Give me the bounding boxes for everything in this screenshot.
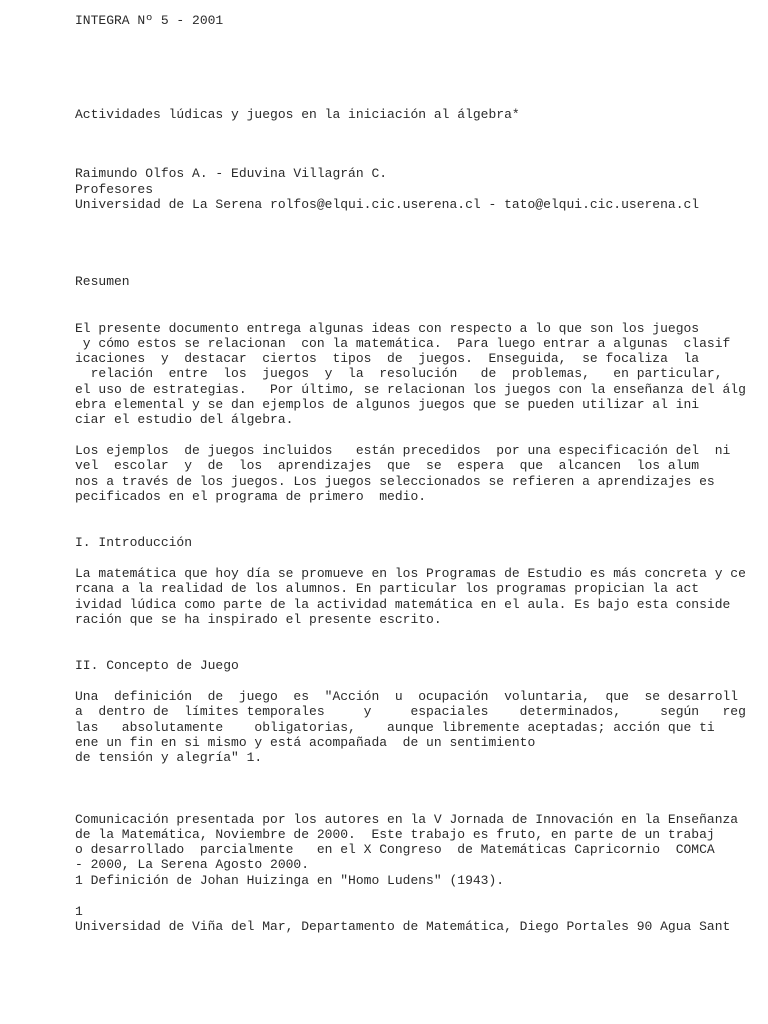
footer-institution: Universidad de Viña del Mar, Departamento de Matemática, Diego Portales 90 Agua Sant bbox=[75, 919, 731, 934]
text-line: ividad lúdica como parte de la actividad matemática en el aula. Es bajo esta conside bbox=[75, 597, 731, 612]
author-names: Raimundo Olfos A. - Eduvina Villagrán C. bbox=[75, 166, 388, 181]
text-line: ciar el estudio del álgebra. bbox=[75, 412, 294, 427]
text-line: vel escolar y de los aprendizajes que se espera que alcancen los alum bbox=[75, 458, 700, 473]
text-line: las absolutamente obligatorias, aunque libremente aceptadas; acción que ti bbox=[75, 720, 715, 735]
document-title: Actividades lúdicas y juegos en la iniciación al álgebra* bbox=[75, 107, 520, 122]
footnote-line: - 2000, La Serena Agosto 2000. bbox=[75, 857, 310, 872]
footnote-line: 1 Definición de Johan Huizinga en "Homo Ludens" (1943). bbox=[75, 873, 505, 888]
text-line: El presente documento entrega algunas ideas con respecto a lo que son los juegos bbox=[75, 321, 700, 336]
abstract-heading: Resumen bbox=[75, 274, 130, 289]
section-heading: I. Introducción bbox=[75, 535, 193, 550]
text-line: y cómo estos se relacionan con la matemática. Para luego entrar a algunas clasif bbox=[75, 336, 731, 351]
text-line: Los ejemplos de juegos incluidos están precedidos por una especificación del ni bbox=[75, 443, 731, 458]
text-line: ración que se ha inspirado el presente escrito. bbox=[75, 612, 442, 627]
section-heading: II. Concepto de Juego bbox=[75, 658, 239, 673]
text-line: de tensión y alegría" 1. bbox=[75, 750, 263, 765]
text-line: a dentro de límites temporales y espaciales determinados, según reg bbox=[75, 704, 746, 719]
footnote-line: Comunicación presentada por los autores en la V Jornada de Innovación en la Enseñanza bbox=[75, 812, 739, 827]
page-number: 1 bbox=[75, 904, 83, 919]
text-line: La matemática que hoy día se promueve en los Programas de Estudio es más concreta y ce bbox=[75, 566, 746, 581]
author-role: Profesores bbox=[75, 182, 154, 197]
text-line: icaciones y destacar ciertos tipos de juegos. Enseguida, se focaliza la bbox=[75, 351, 700, 366]
footnote-line: de la Matemática, Noviembre de 2000. Este trabajo es fruto, en parte de un trabaj bbox=[75, 827, 715, 842]
text-line: ebra elemental y se dan ejemplos de algunos juegos que se pueden utilizar al ini bbox=[75, 397, 700, 412]
text-line: ene un fin en si mismo y está acompañada de un sentimiento bbox=[75, 735, 536, 750]
author-affiliation: Universidad de La Serena rolfos@elqui.cic.userena.cl - tato@elqui.cic.userena.cl bbox=[75, 197, 700, 212]
text-line: el uso de estrategias. Por último, se relacionan los juegos con la enseñanza del álg bbox=[75, 382, 746, 397]
text-line: pecificados en el programa de primero medio. bbox=[75, 489, 427, 504]
running-header: INTEGRA Nº 5 - 2001 bbox=[75, 13, 224, 28]
text-line: rcana a la realidad de los alumnos. En particular los programas propician la act bbox=[75, 581, 700, 596]
text-line: Una definición de juego es "Acción u ocupación voluntaria, que se desarroll bbox=[75, 689, 739, 704]
text-line: relación entre los juegos y la resolución de problemas, en particular, bbox=[75, 366, 723, 381]
footnote-line: o desarrollado parcialmente en el X Congreso de Matemáticas Capricornio COMCA bbox=[75, 842, 715, 857]
text-line: nos a través de los juegos. Los juegos seleccionados se refieren a aprendizajes es bbox=[75, 474, 715, 489]
